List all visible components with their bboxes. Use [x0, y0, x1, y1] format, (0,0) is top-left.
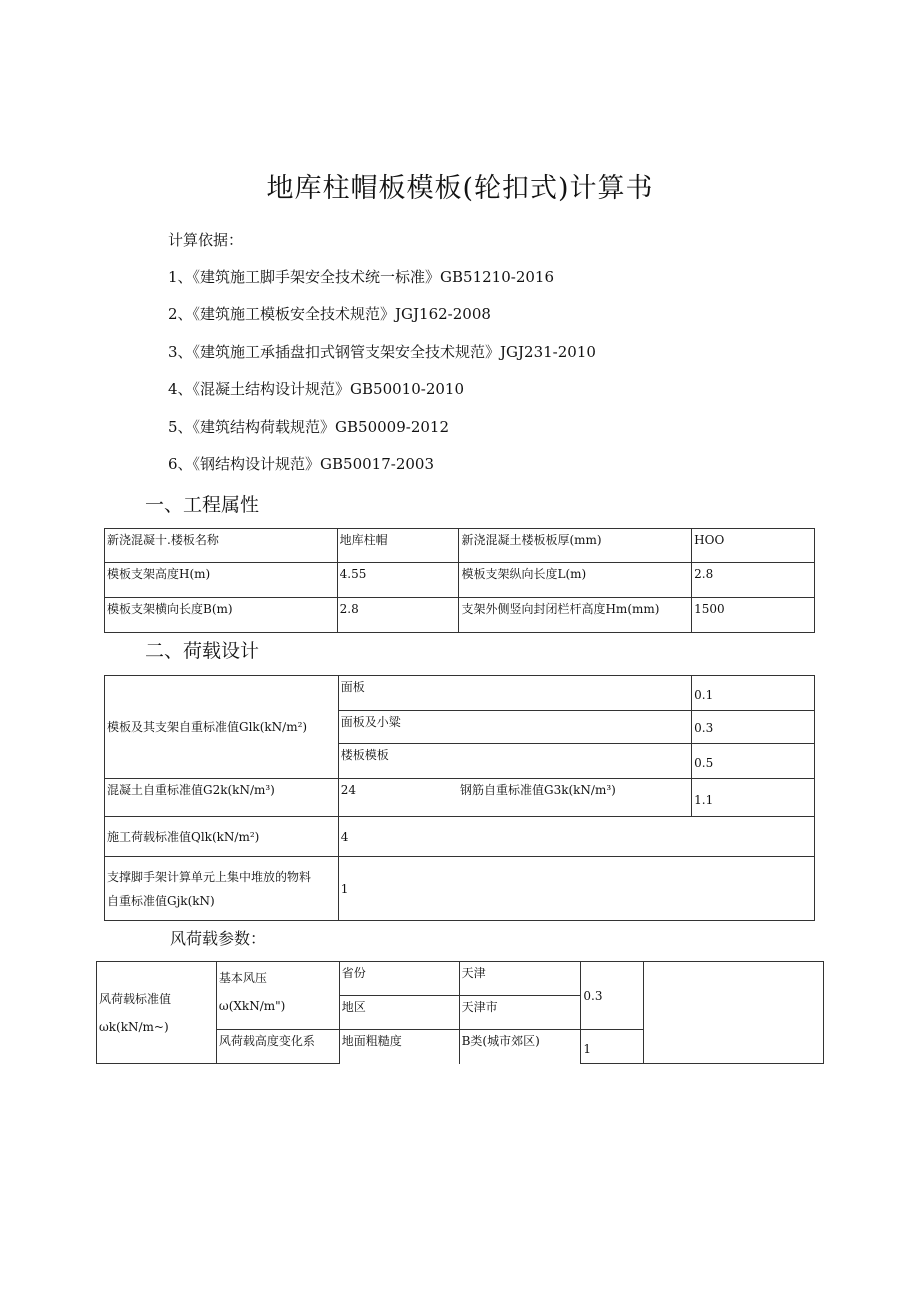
roughness-label: 地面粗糙度 — [339, 1030, 459, 1064]
gjk-label — [105, 857, 339, 921]
wind-label-line: 风荷载标准值 — [99, 991, 172, 1006]
province-value: 天津 — [459, 962, 581, 996]
g1k-item-name: 面板及小粱 — [338, 711, 691, 744]
basis-heading: 计算依据： — [168, 231, 244, 249]
gjk-value: 1 — [338, 857, 814, 921]
q1k-label: 施工荷载标准值Qlk(kN∕m²) — [105, 817, 339, 857]
table-row — [105, 779, 815, 817]
g2k-value: 24 — [338, 779, 458, 817]
gjk-label-line: 支撑脚手架计算单元上集中堆放的物料 — [107, 869, 312, 884]
basic-pressure-line: 基本风压 — [218, 971, 267, 985]
table-cell: 新浇混凝土楼板板厚(mm) — [459, 529, 692, 563]
g1k-item-value: 0.1 — [692, 676, 815, 711]
region-label: 地区 — [339, 996, 459, 1030]
q1k-value: 4 — [338, 817, 814, 857]
height-coef-value: 1 — [581, 1030, 644, 1064]
g1k-item-name: 面板 — [338, 676, 691, 711]
properties-table — [104, 528, 815, 633]
wind-label — [97, 962, 217, 1064]
table-row — [97, 962, 824, 996]
reference-item: 1、《建筑施工脚手架安全技术统一标准》GB51210-2016 — [168, 268, 555, 286]
g1k-item-value: 0.5 — [692, 744, 815, 779]
table-row — [105, 857, 815, 921]
empty-cell — [644, 962, 824, 1064]
reference-item: 3、《建筑施工承插盘扣式钢管支架安全技术规范》JGJ231-2010 — [168, 343, 596, 361]
reference-item: 5、《建筑结构荷载规范》GB50009-2012 — [168, 418, 450, 436]
province-label: 省份 — [339, 962, 459, 996]
g1k-label: 模板及其支架自重标准值Glk(kN∕m²) — [105, 676, 339, 779]
table-cell: 地库柱帽 — [337, 529, 459, 563]
region-value: 天津市 — [459, 996, 581, 1030]
gjk-label-line: 自重标准值Gjk(kN) — [107, 893, 215, 908]
table-cell: 模板支架纵向长度L(m) — [459, 563, 692, 598]
basic-pressure-value: 0.3 — [581, 962, 644, 1030]
table-cell: 支架外侧竖向封闭栏杆高度Hm(mm) — [459, 598, 692, 633]
table-row — [105, 598, 815, 633]
g3k-label: 钢筋自重标准值G3k(kN∕m³) — [458, 779, 692, 817]
reference-item: 6、《钢结构设计规范》GB50017-2003 — [168, 455, 435, 473]
basic-pressure-line: ω(XkN∕m") — [218, 999, 286, 1013]
g3k-value: 1.1 — [692, 779, 815, 817]
table-cell: 新浇混凝十.楼板名称 — [105, 529, 338, 563]
reference-item: 2、《建筑施工模板安全技术规范》JGJ162-2008 — [168, 305, 491, 323]
wind-table — [96, 961, 824, 1064]
table-row — [105, 676, 815, 711]
table-row — [105, 817, 815, 857]
table-row — [105, 529, 815, 563]
height-coef-label: 风荷载高度变化系 — [216, 1030, 339, 1064]
load-table — [104, 675, 815, 921]
section-heading-properties: 一、工程属性 — [145, 494, 260, 516]
wind-heading: 风荷载参数： — [170, 929, 267, 948]
table-cell: 模板支架高度H(m) — [105, 563, 338, 598]
roughness-value: B类(城市郊区) — [459, 1030, 581, 1064]
g1k-item-name: 楼板模板 — [338, 744, 691, 779]
table-cell: 1500 — [692, 598, 815, 633]
table-cell: HOO — [692, 529, 815, 563]
table-cell: 2.8 — [692, 563, 815, 598]
g1k-item-value: 0.3 — [692, 711, 815, 744]
section-heading-loads: 二、荷载设计 — [145, 640, 260, 662]
page-title: 地库柱帽板模板(轮扣式)计算书 — [266, 173, 654, 204]
wind-label-line: ωk(kN∕m~) — [99, 1019, 169, 1034]
basic-pressure-label — [216, 962, 339, 1030]
table-cell: 模板支架横向长度B(m) — [105, 598, 338, 633]
reference-item: 4、《混凝土结构设计规范》GB50010-2010 — [168, 380, 465, 398]
table-row — [105, 563, 815, 598]
g2k-label: 混凝土自重标准值G2k(kN∕m³) — [105, 779, 339, 817]
table-cell: 2.8 — [337, 598, 459, 633]
table-cell: 4.55 — [337, 563, 459, 598]
